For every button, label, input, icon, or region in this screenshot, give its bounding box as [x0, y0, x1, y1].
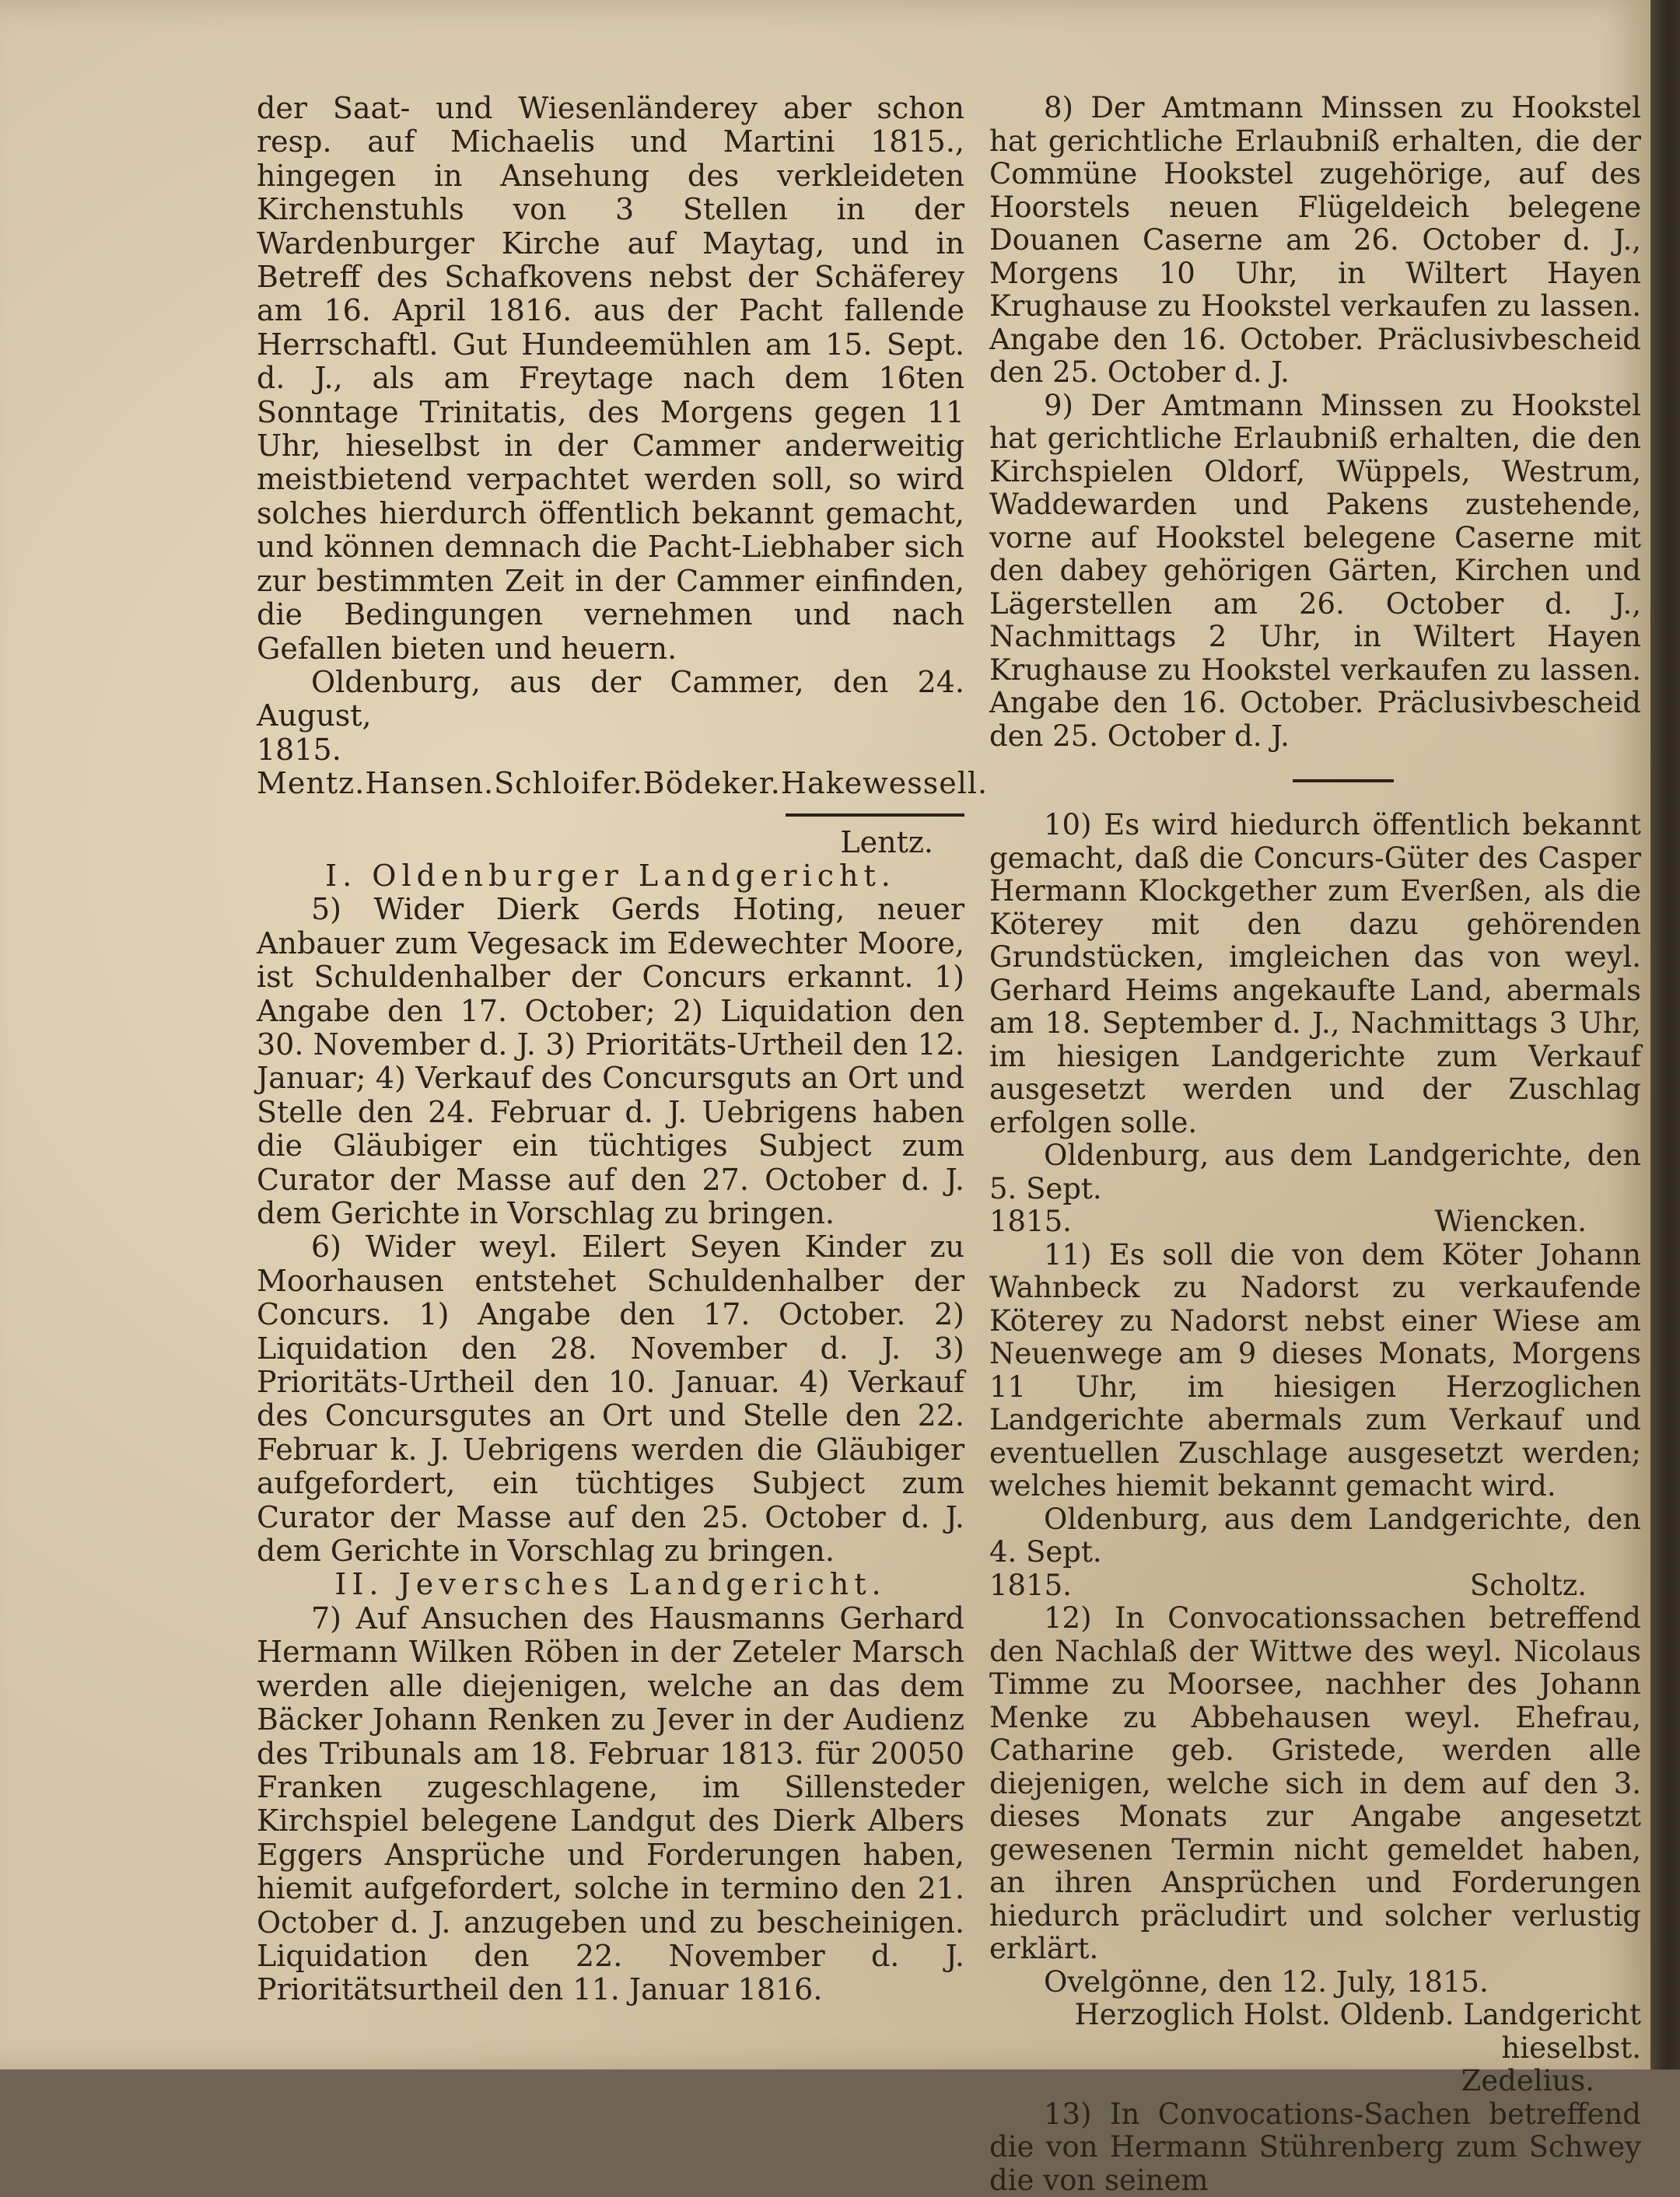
date-line: Ovelgönne, den 12. July, 1815.	[989, 1966, 1641, 1999]
notice-item-5: 5) Wider Dierk Gerds Hoting, neuer Anbauer zum Vegesack im Edewechter Moore, ist Schuldenhalber der Concurs erkannt. 1) Angabe den 17. October; 2) Liquidation den 30. November d. J. 3) Prioritäts-Urtheil den 12. Januar; 4) Verkauf des Concursguts an Ort und Stelle den 24. Februar d. J. Uebrigens haben die Gläubiger ein tüchtiges Subject zum Curator der Masse auf den 27. October d. J. dem Gerichte in Vorschlag zu bringen.	[257, 893, 964, 1230]
signer-name: Wiencken.	[1434, 1205, 1587, 1239]
signer-name: Mentz.	[257, 767, 365, 800]
year-line: 1815.	[257, 733, 964, 767]
notice-item-10: 10) Es wird hiedurch öffentlich bekannt gemacht, daß die Concurs-Güter des Casper Hermann Klockgether zum Everßen, als die Köterey mit den dazu gehörenden Grundstücken, imgleichen das von weyl. Gerhard Heims angekaufte Land, abermals am 18. September d. J., Nachmittags 3 Uhr, im hiesigen Landgerichte zum Verkauf ausgesetzt werden und der Zuschlag erfolgen solle.	[989, 809, 1641, 1139]
date-line: Oldenburg, aus der Cammer, den 24. August,	[257, 666, 964, 733]
section-heading: II. Jeversches Landgericht.	[257, 1568, 964, 1601]
signer-name: Scholtz.	[1470, 1569, 1587, 1603]
notice-item-13: 13) In Convocations-Sachen betreffend die von Hermann Stührenberg zum Schwey die von seinem	[989, 2098, 1641, 2197]
left-column	[257, 92, 964, 2007]
signer-name: Schloifer.	[494, 767, 643, 800]
intro-paragraph: der Saat- und Wiesenländerey aber schon resp. auf Michaelis und Martini 1815., hingegen in Ansehung des verkleideten Kirchenstuhls von 3 Stellen in der Wardenburger Kirche auf Maytag, und in Betreff des Schafkovens nebst der Schäferey am 16. April 1816. aus der Pacht fallende Herrschaftl. Gut Hundeemühlen am 15. Sept. d. J., als am Freytage nach dem 16ten Sonntage Trinitatis, des Morgens gegen 11 Uhr, hieselbst in der Cammer anderweitig meistbietend verpachtet werden soll, so wird solches hierdurch öffentlich bekannt gemacht, und können demnach die Pacht-Liebhaber sich zur bestimmten Zeit in der Cammer einfinden, die Bedingungen vernehmen und nach Gefallen bieten und heuern.	[257, 92, 964, 666]
date-line: Oldenburg, aus dem Landgerichte, den 5. Sept.	[989, 1139, 1641, 1205]
notice-item-6: 6) Wider weyl. Eilert Seyen Kinder zu Moorhausen entstehet Schuldenhalber der Concurs. 1) Angabe den 17. October. 2) Liquidation den 28. November d. J. 3) Prioritäts-Urtheil den 10. Januar. 4) Verkauf des Concursgutes an Ort und Stelle den 22. Februar k. J. Uebrigens werden die Gläubiger aufgefordert, ein tüchtiges Subject zum Curator der Masse auf den 25. October d. J. dem Gerichte in Vorschlag zu bringen.	[257, 1230, 964, 1568]
notice-item-7: 7) Auf Ansuchen des Hausmanns Gerhard Hermann Wilken Röben in der Zeteler Marsch werden alle diejenigen, welche an das dem Bäcker Johann Renken zu Jever in der Audienz des Tribunals am 18. Februar 1813. für 20050 Franken zugeschlagene, im Sillensteder Kirchspiel belegene Landgut des Dierk Albers Eggers Ansprüche und Forderungen haben, hiemit aufgefordert, solche in termino den 21. October d. J. anzugeben und zu bescheinigen. Liquidation den 22. November d. J. Prioritätsurtheil den 11. Januar 1816.	[257, 1602, 964, 2007]
date-line: Oldenburg, aus dem Landgerichte, den 4. Sept.	[989, 1503, 1641, 1569]
divider-rule	[786, 813, 964, 817]
court-line: Herzoglich Holst. Oldenb. Landgericht hieselbst.	[989, 1999, 1641, 2065]
notice-item-11: 11) Es soll die von dem Köter Johann Wahnbeck zu Nadorst zu verkaufende Köterey zu Nadorst nebst einer Wiese am Neuenwege am 9 dieses Monats, Morgens 11 Uhr, im hiesigen Herzoglichen Landgerichte abermals zum Verkauf und eventuellen Zuschlage ausgesetzt werden; welches hiemit bekannt gemacht wird.	[989, 1239, 1641, 1503]
year-line: 1815.	[989, 1569, 1072, 1603]
year-signer-row	[989, 1205, 1641, 1239]
notice-item-9: 9) Der Amtmann Minssen zu Hookstel hat gerichtliche Erlaubniß erhalten, die den Kirchspielen Oldorf, Wüppels, Westrum, Waddewarden und Pakens zustehende, vorne auf Hookstel belegene Caserne mit den dabey gehörigen Gärten, Kirchen und Lägerstellen am 26. October d. J., Nachmittags 2 Uhr, in Wiltert Hayen Krughause zu Hookstel verkaufen zu lassen. Angabe den 16. October. Präclusivbescheid den 25. October d. J.	[989, 390, 1641, 754]
right-column	[989, 92, 1641, 2197]
section-heading: I. Oldenburger Landgericht.	[257, 859, 964, 893]
signer-name: Bödeker.	[643, 767, 781, 800]
book-spine-edge	[1650, 0, 1680, 2069]
divider-rule	[1293, 779, 1394, 782]
notice-item-8: 8) Der Amtmann Minssen zu Hookstel hat gerichtliche Erlaubniß erhalten, die der Commüne Hookstel zugehörige, auf des Hoorstels neuen Flügeldeich belegene Douanen Caserne am 26. October d. J., Morgens 10 Uhr, in Wiltert Hayen Krughause zu Hookstel verkaufen zu lassen. Angabe den 16. October. Präclusivbescheid den 25. October d. J.	[989, 92, 1641, 390]
year-signer-row	[989, 1569, 1641, 1603]
year-line: 1815.	[989, 1205, 1072, 1239]
signer-name: Hakewessell.	[781, 767, 988, 800]
signer-name: Zedelius.	[989, 2065, 1594, 2098]
notice-item-12: 12) In Convocationssachen betreffend den Nachlaß der Wittwe des weyl. Nicolaus Timme zu Moorsee, nachher des Johann Menke zu Abbehausen weyl. Ehefrau, Catharine geb. Gristede, werden alle diejenigen, welche sich in dem auf den 3. dieses Monats zur Angabe angesetzt gewesenen Termin nicht gemeldet haben, an ihren Ansprüchen und Forderungen hiedurch präcludirt und solcher verlustig erklärt.	[989, 1602, 1641, 1966]
signer-last: Lentz.	[257, 826, 933, 859]
signer-name: Hansen.	[365, 767, 494, 800]
signers-row	[257, 767, 964, 800]
